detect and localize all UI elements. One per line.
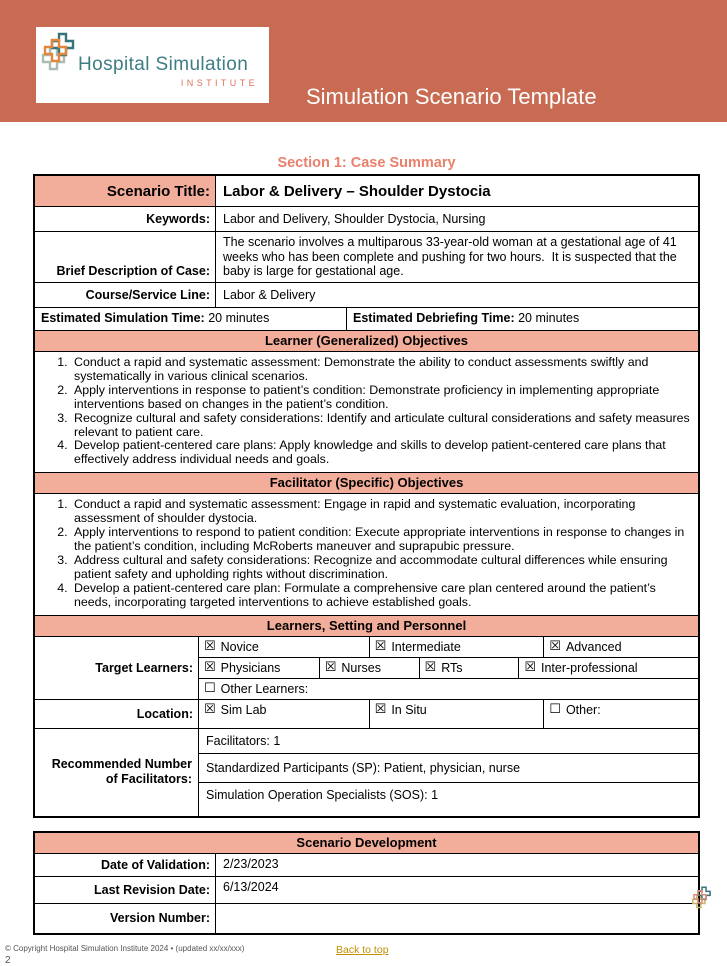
version-number-row <box>35 903 698 933</box>
learners-setting-header: Learners, Setting and Personnel <box>35 615 698 636</box>
date-of-validation-row <box>35 853 698 876</box>
objective-item: 1. Conduct a rapid and systematic assessment: Engage in rapid and systematic evaluation, incorporating assessment of shoulder dystocia. <box>71 498 692 526</box>
checkbox-unchecked-icon[interactable]: ☐ <box>204 681 216 696</box>
option-novice <box>199 637 369 657</box>
checkbox-label: Sim Lab <box>220 702 267 717</box>
hospital-cross-icon <box>40 30 78 82</box>
checkbox-label: Novice <box>220 639 259 654</box>
debriefing-time-value: 20 minutes <box>518 311 580 325</box>
scenario-title-value: Labor & Delivery – Shoulder Dystocia <box>215 176 698 206</box>
objective-item: 1. Conduct a rapid and systematic assessment: Demonstrate the ability to conduct assessments swiftly and systematically in various clinical scenarios. <box>71 356 692 384</box>
option-intermediate <box>369 637 544 657</box>
facilitators-label: Recommended Number of Facilitators: <box>51 757 192 786</box>
checkbox-label: Physicians <box>220 660 281 675</box>
facilitators-row <box>35 728 698 816</box>
page-footer <box>5 944 727 966</box>
learner-objectives-list <box>35 351 698 472</box>
keywords-label: Keywords: <box>146 212 210 226</box>
date-of-validation-label: Date of Validation: <box>100 857 210 872</box>
option-nurses <box>319 658 419 678</box>
course-value: Labor & Delivery <box>215 283 698 307</box>
brief-description-value: The scenario involves a multiparous 33-year-old woman at a gestational age of 41 weeks who has been complete and pushing for two hours. It is suspected that the baby is large for gestational age. <box>215 232 698 282</box>
checkbox-label: Nurses <box>341 660 381 675</box>
debriefing-time-label: Estimated Debriefing Time: <box>353 311 515 325</box>
checkbox-label: RTs <box>441 660 463 675</box>
keywords-value: Labor and Delivery, Shoulder Dystocia, Nursing <box>215 207 698 231</box>
version-number-label: Version Number: <box>109 911 210 925</box>
objective-item: 3. Recognize cultural and safety considerations: Identify and articulate cultural considerations and safety measures relevant to patient care. <box>71 412 692 440</box>
learner-levels-row <box>199 637 698 657</box>
location-row <box>35 699 698 728</box>
logo-subtitle: INSTITUTE <box>180 78 258 88</box>
objective-item: 2. Apply interventions to respond to patient condition: Execute appropriate interventions in response to changes in the patient’s condition, including McRoberts maneuver and suprapubic pressure. <box>71 526 692 554</box>
keywords-row <box>35 206 698 231</box>
back-to-top-link[interactable]: Back to top <box>336 943 389 956</box>
learner-roles-row <box>199 657 698 678</box>
page-number: 2 <box>5 954 11 966</box>
checkbox-label: In Situ <box>391 702 427 717</box>
checkbox-unchecked-icon[interactable]: ☐ <box>549 701 561 717</box>
option-interprofessional <box>518 658 698 678</box>
other-learners-row <box>199 678 698 699</box>
checkbox-checked-icon[interactable]: ☒ <box>524 660 536 675</box>
facilitator-objectives-list <box>35 493 698 614</box>
checkbox-label: Inter-professional <box>541 660 638 675</box>
last-revision-date-label: Last Revision Date: <box>93 882 210 897</box>
simulation-time-label: Estimated Simulation Time: <box>41 311 205 325</box>
scenario-development-table <box>33 831 700 935</box>
option-advanced <box>543 637 698 657</box>
objective-item: 2. Apply interventions in response to patient’s condition: Demonstrate proficiency in implementing appropriate interventions based on changes in the patient’s condition. <box>71 384 692 412</box>
scenario-title-label: Scenario Title: <box>35 176 215 206</box>
option-other-location <box>543 700 698 728</box>
copyright-text: © Copyright Hospital Simulation Institute 2024 • (updated xx/xx/xxx) <box>5 943 245 953</box>
location-label: Location: <box>136 706 193 721</box>
logo <box>36 27 269 103</box>
simulation-operation-specialists: Simulation Operation Specialists (SOS): 1 <box>199 782 698 816</box>
logo-title: Hospital Simulation <box>78 54 249 75</box>
simulation-time-value: 20 minutes <box>208 311 270 325</box>
date-of-validation-value: 2/23/2023 <box>215 854 698 876</box>
option-rts <box>419 658 519 678</box>
option-sim-lab <box>199 700 369 728</box>
checkbox-checked-icon[interactable]: ☒ <box>374 701 387 717</box>
checkbox-label: Advanced <box>565 639 622 654</box>
objective-item: 4. Develop patient-centered care plans: Apply knowledge and skills to develop patient-centered care plans that effectively address individual needs and goals. <box>71 439 692 467</box>
facilitator-objectives-header: Facilitator (Specific) Objectives <box>35 472 698 493</box>
checkbox-checked-icon[interactable]: ☒ <box>424 660 437 675</box>
objective-item: 4. Develop a patient-centered care plan: Formulate a comprehensive care plan centered around the patient’s needs, incorporating targeted interventions to achieve established goals. <box>71 582 692 610</box>
simulation-time-cell <box>35 308 347 330</box>
course-row <box>35 282 698 307</box>
header-band <box>0 0 727 122</box>
checkbox-label: Other: <box>565 702 601 717</box>
objective-item: 3. Address cultural and safety considerations: Recognize and accommodate cultural differences while ensuring patient safety and upholding rights without discrimination. <box>71 554 692 582</box>
course-label: Course/Service Line: <box>85 288 210 302</box>
option-physicians <box>199 658 319 678</box>
option-other-learners <box>199 679 698 699</box>
learner-objectives-header: Learner (Generalized) Objectives <box>35 330 698 351</box>
checkbox-checked-icon[interactable]: ☒ <box>204 701 216 717</box>
checkbox-checked-icon[interactable]: ☒ <box>204 639 216 654</box>
checkbox-checked-icon[interactable]: ☒ <box>549 639 561 654</box>
standardized-participants: Standardized Participants (SP): Patient, physician, nurse <box>199 753 698 782</box>
times-row <box>35 307 698 330</box>
version-number-value <box>215 904 698 933</box>
last-revision-date-row <box>35 876 698 903</box>
scenario-development-header: Scenario Development <box>35 833 698 853</box>
brief-description-row <box>35 231 698 282</box>
target-learners-label: Target Learners: <box>95 660 193 675</box>
checkbox-label: Intermediate <box>391 639 461 654</box>
target-learners-row <box>35 636 698 699</box>
hospital-cross-icon <box>690 885 714 915</box>
case-summary-table <box>33 174 700 818</box>
page-title: Simulation Scenario Template <box>306 84 597 109</box>
scenario-title-row <box>35 176 698 206</box>
checkbox-checked-icon[interactable]: ☒ <box>204 660 216 675</box>
facilitators-count: Facilitators: 1 <box>206 733 281 748</box>
section1-heading: Section 1: Case Summary <box>277 155 456 171</box>
debriefing-time-cell <box>347 308 698 330</box>
checkbox-label: Other Learners: <box>220 681 309 696</box>
checkbox-checked-icon[interactable]: ☒ <box>374 639 387 654</box>
option-in-situ <box>369 700 544 728</box>
last-revision-date-value: 6/13/2024 <box>215 877 698 903</box>
brief-description-label: Brief Description of Case: <box>56 264 210 278</box>
checkbox-checked-icon[interactable]: ☒ <box>324 660 337 675</box>
